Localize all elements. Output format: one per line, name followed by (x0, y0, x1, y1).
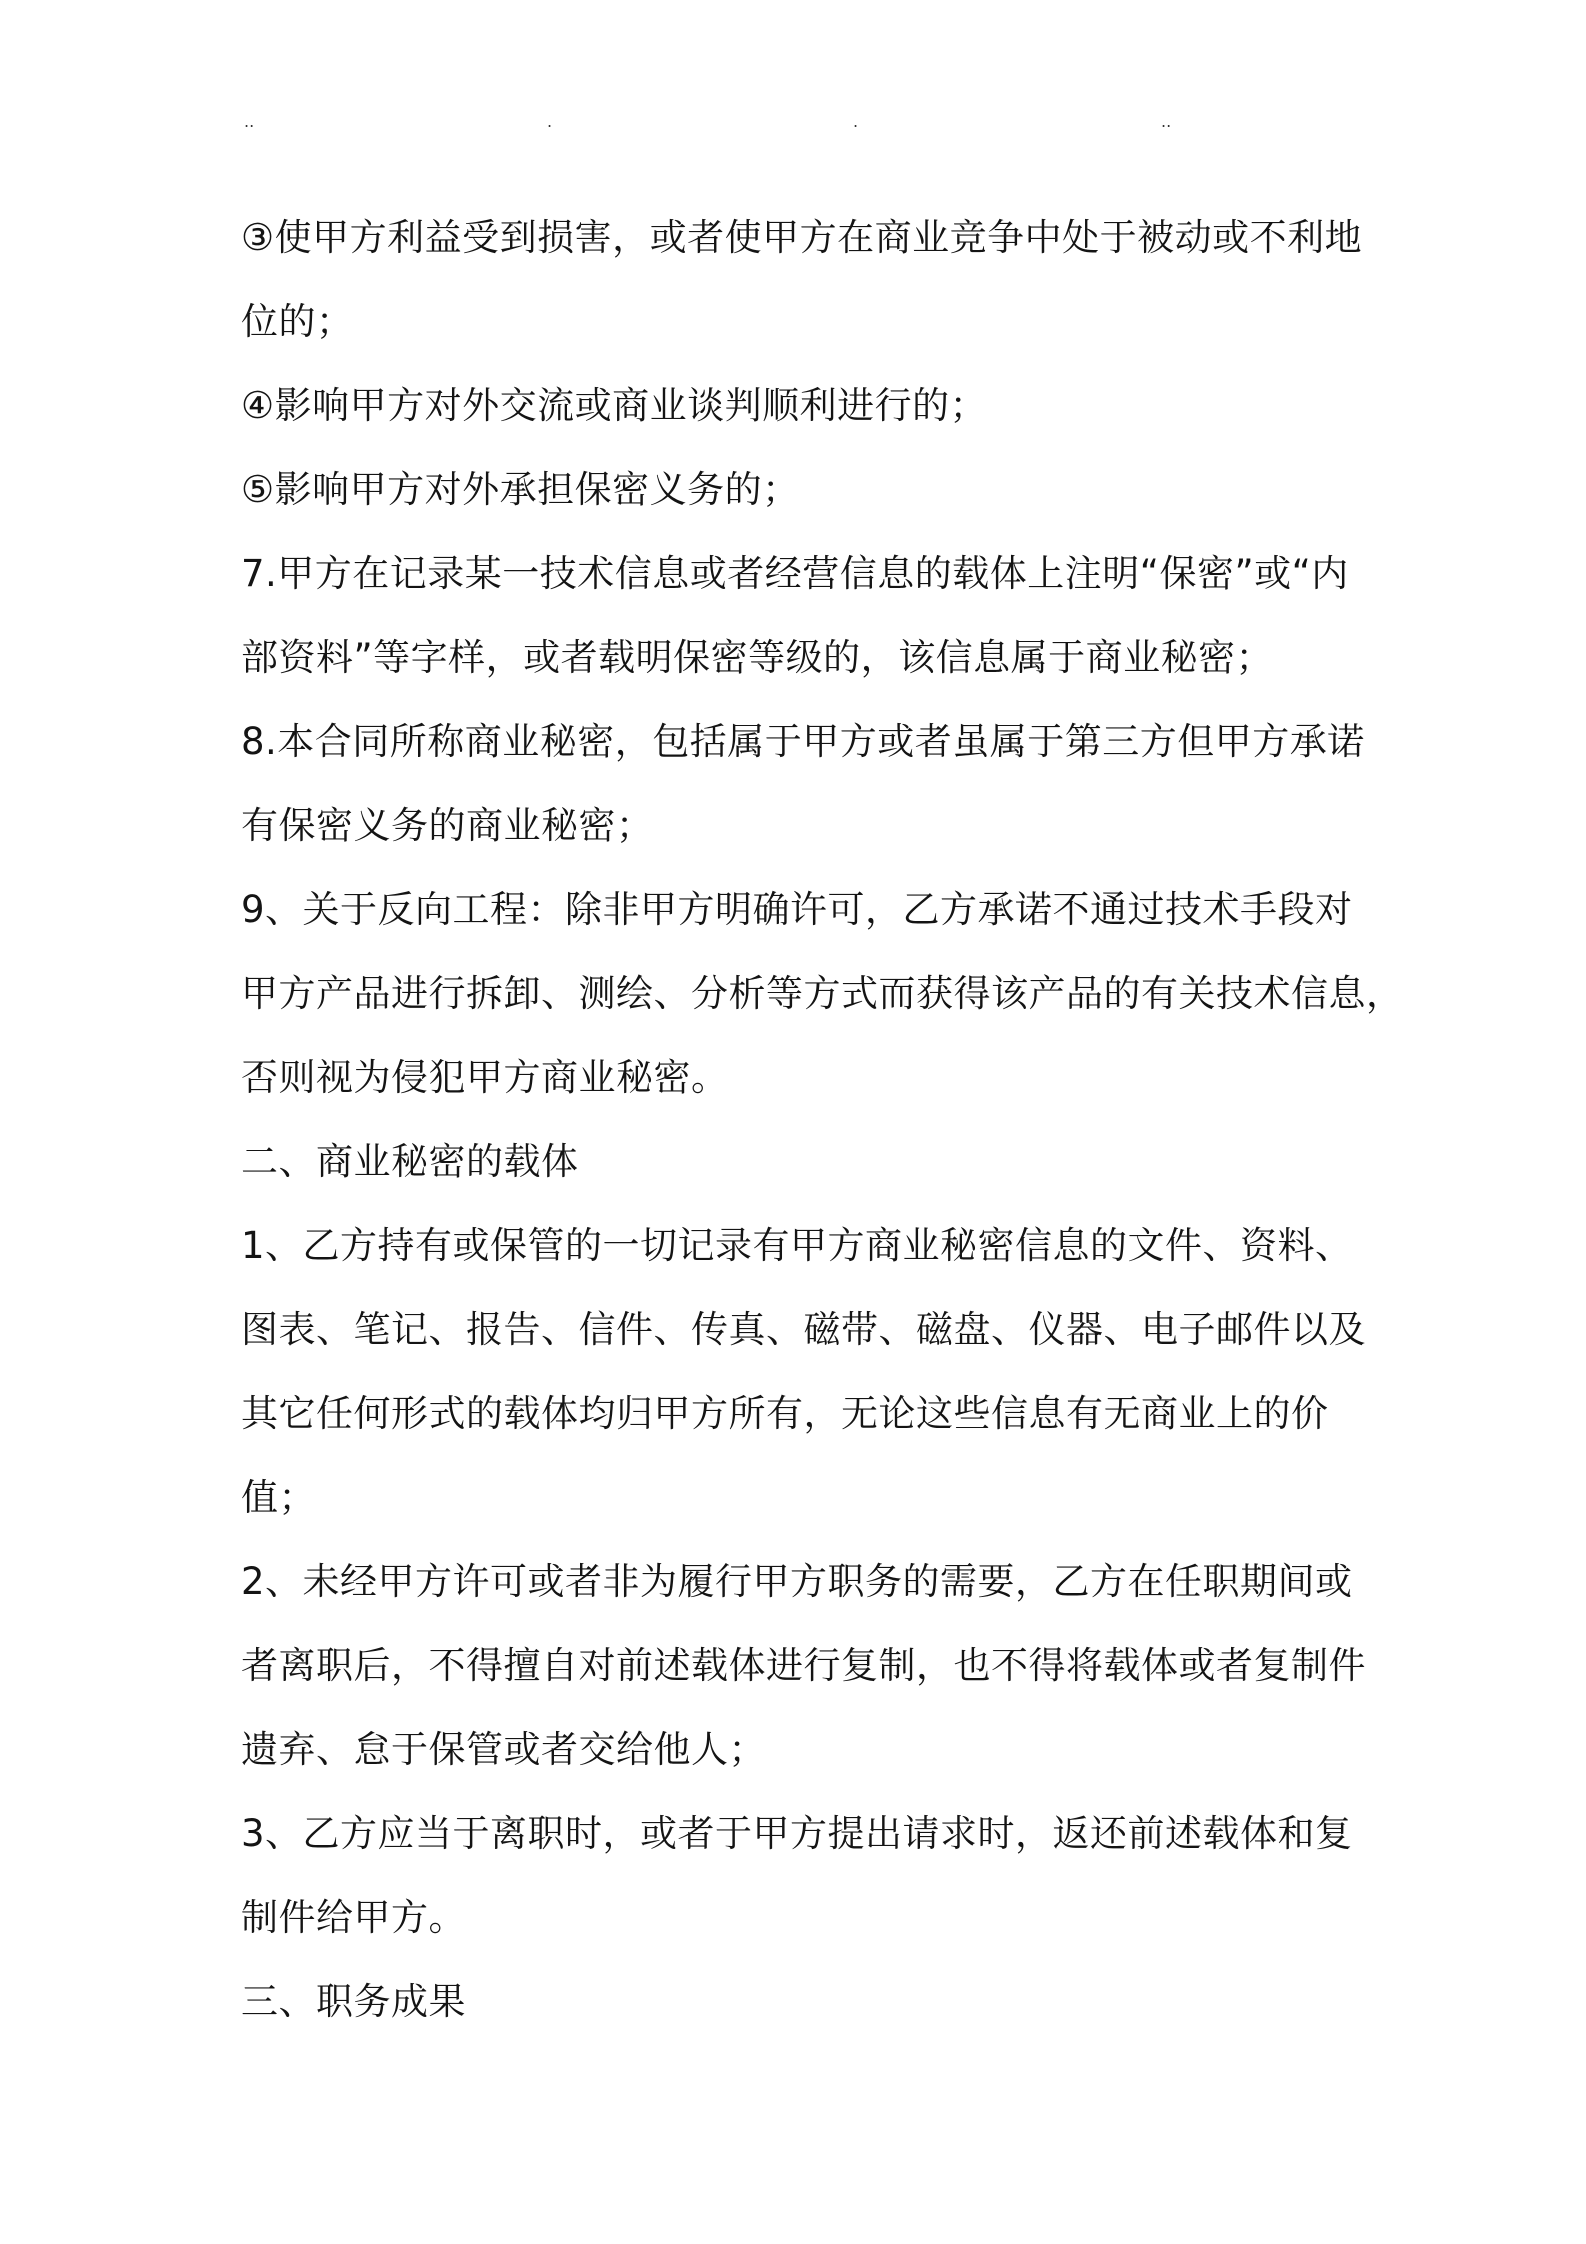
text-line: 其它任何形式的载体均归甲方所有，无论这些信息有无商业上的价 (241, 1392, 1329, 1435)
text-line: 1、乙方持有或保管的一切记录有甲方商业秘密信息的文件、资料、 (241, 1224, 1353, 1267)
text-line: ⑤影响甲方对外承担保密义务的； (241, 468, 800, 511)
text-line: 3、乙方应当于离职时，或者于甲方提出请求时，返还前述载体和复 (241, 1812, 1353, 1855)
header-mark: . (547, 112, 553, 131)
text-line: 有保密义务的商业秘密； (241, 804, 654, 847)
text-line: 2、未经甲方许可或者非为履行甲方职务的需要，乙方在任职期间或 (241, 1560, 1353, 1603)
header-mark: .. (244, 112, 255, 131)
text-line: 图表、笔记、报告、信件、传真、磁带、磁盘、仪器、电子邮件以及 (241, 1308, 1366, 1351)
text-line: 7.甲方在记录某一技术信息或者经营信息的载体上注明“保密”或“内 (241, 552, 1349, 595)
document-body (241, 196, 1404, 2044)
text-line: ④影响甲方对外交流或商业谈判顺利进行的； (241, 384, 988, 427)
section-heading: 二、商业秘密的载体 (241, 1140, 579, 1183)
text-line: 9、关于反向工程：除非甲方明确许可，乙方承诺不通过技术手段对 (241, 888, 1353, 931)
text-line: 遗弃、怠于保管或者交给他人； (241, 1728, 766, 1771)
text-line: ③使甲方利益受到损害，或者使甲方在商业竞争中处于被动或不利地 (241, 216, 1363, 259)
text-line: 8.本合同所称商业秘密，包括属于甲方或者虽属于第三方但甲方承诺 (241, 720, 1365, 763)
text-line: 位的； (241, 300, 354, 343)
text-line: 者离职后，不得擅自对前述载体进行复制，也不得将载体或者复制件 (241, 1644, 1366, 1687)
text-line: 部资料”等字样，或者载明保密等级的，该信息属于商业秘密； (241, 636, 1274, 679)
text-line: 否则视为侵犯甲方商业秘密。 (241, 1056, 729, 1099)
text-line: 值； (241, 1476, 316, 1519)
text-line: 甲方产品进行拆卸、测绘、分析等方式而获得该产品的有关技术信息， (241, 972, 1404, 1015)
header-mark: . (853, 112, 859, 131)
text-line: 制件给甲方。 (241, 1896, 466, 1939)
section-heading: 三、职务成果 (241, 1980, 466, 2023)
page-header-marks (0, 112, 1586, 132)
header-mark: .. (1161, 112, 1172, 131)
